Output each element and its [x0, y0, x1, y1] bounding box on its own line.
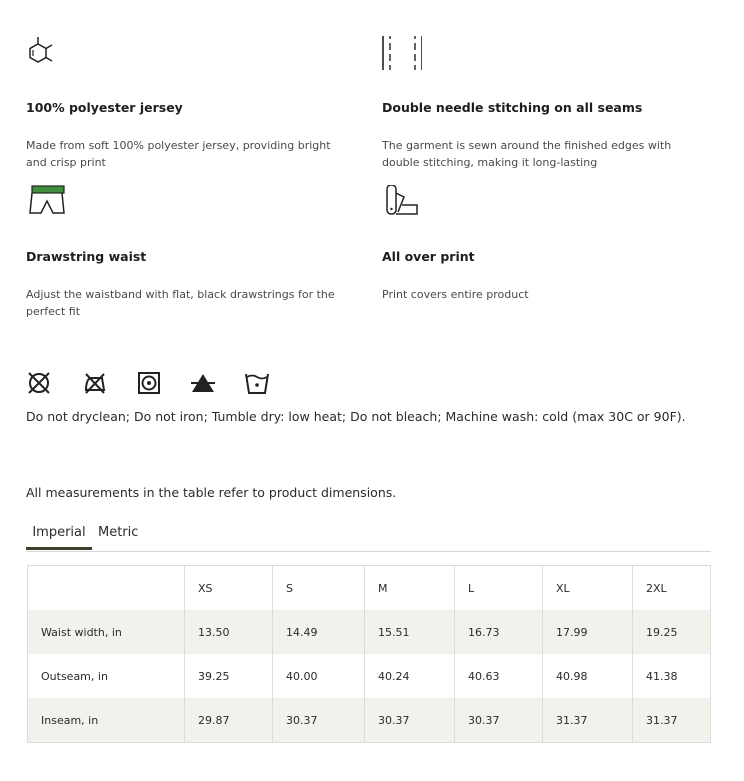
table-cell: 30.37: [273, 698, 365, 743]
unit-tabs: [26, 518, 711, 552]
tumble-dry-low-icon: [136, 370, 162, 396]
table-row: [28, 698, 711, 743]
table-cell: 39.25: [185, 654, 273, 698]
table-cell: 17.99: [543, 610, 633, 654]
double-stitch-icon: [382, 36, 422, 80]
table-header-cell: M: [365, 566, 455, 611]
feature-description: The garment is sewn around the finished edges with double stitching, making it long-lasting: [382, 139, 672, 169]
no-bleach-icon: [190, 370, 216, 396]
feature-description: Print covers entire product: [382, 288, 529, 301]
care-instructions: Do not dryclean; Do not iron; Tumble dry: low heat; Do not bleach; Machine wash: cold (max 30C or 90F).: [26, 409, 686, 424]
table-cell: 15.51: [365, 610, 455, 654]
table-header-cell: [28, 566, 185, 611]
table-cell: 41.38: [633, 654, 711, 698]
feature-title: All over print: [382, 249, 475, 264]
table-header-cell: L: [455, 566, 543, 611]
table-cell: 40.24: [365, 654, 455, 698]
machine-wash-cold-icon: [244, 370, 270, 396]
table-cell: 30.37: [365, 698, 455, 743]
tab-metric[interactable]: Metric: [98, 525, 139, 540]
table-cell: 29.87: [185, 698, 273, 743]
size-table: [27, 565, 711, 743]
table-header-row: [28, 566, 711, 611]
row-label: Inseam, in: [28, 698, 185, 743]
table-row: [28, 654, 711, 698]
table-cell: 40.00: [273, 654, 365, 698]
table-cell: 14.49: [273, 610, 365, 654]
row-label: Waist width, in: [28, 610, 185, 654]
table-cell: 30.37: [455, 698, 543, 743]
row-label: Outseam, in: [41, 669, 108, 683]
table-cell: 13.50: [185, 610, 273, 654]
no-iron-icon: [82, 370, 108, 396]
table-cell: 31.37: [633, 698, 711, 743]
table-cell: 19.25: [633, 610, 711, 654]
table-cell: 40.63: [455, 654, 543, 698]
table-cell: 16.73: [455, 610, 543, 654]
table-cell: 31.37: [543, 698, 633, 743]
feature-title: Drawstring waist: [26, 249, 147, 264]
print-swatch-icon: [382, 185, 422, 229]
table-header-cell: XS: [185, 566, 273, 611]
measurements-note: All measurements in the table refer to product dimensions.: [26, 485, 397, 500]
table-header-cell: 2XL: [633, 566, 711, 611]
feature-description: Adjust the waistband with flat, black drawstrings for the perfect fit: [26, 288, 335, 318]
no-dryclean-icon: [26, 370, 52, 396]
feature-title: Double needle stitching on all seams: [382, 100, 643, 115]
tab-imperial[interactable]: Imperial: [26, 518, 92, 550]
table-header-cell: XL: [543, 566, 633, 611]
table-header-cell: S: [273, 566, 365, 611]
feature-title: 100% polyester jersey: [26, 100, 183, 115]
feature-description: Made from soft 100% polyester jersey, providing bright and crisp print: [26, 139, 331, 169]
shorts-waist-icon: [26, 185, 66, 229]
table-row: [28, 610, 711, 654]
molecule-icon: [26, 36, 66, 80]
table-cell: 40.98: [543, 654, 633, 698]
